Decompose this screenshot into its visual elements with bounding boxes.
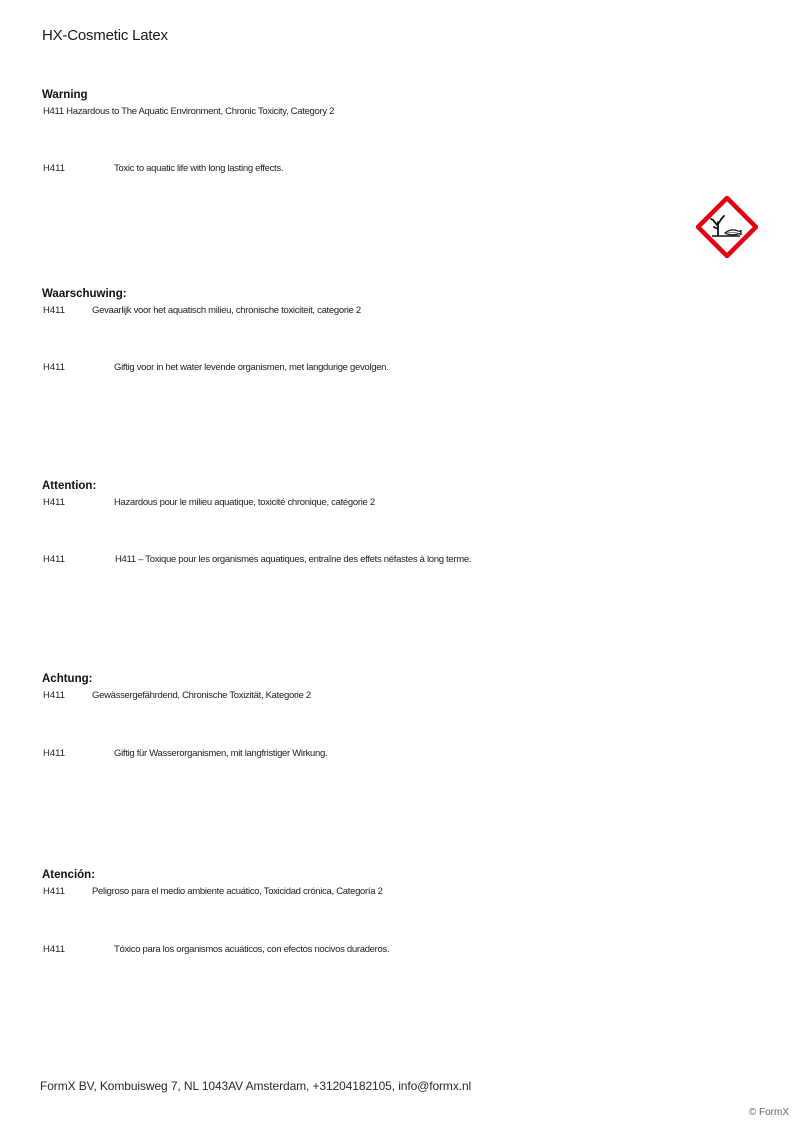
statement-text-nl: Giftig voor in het water levende organismen, met langdurige gevolgen. — [114, 362, 389, 373]
classification-line-en — [43, 106, 334, 117]
class-text-fr: Hazardous pour le milieu aquatique, toxicité chronique, catégorie 2 — [114, 497, 375, 508]
class-code-nl: H411 — [43, 305, 66, 316]
statement-code-nl: H411 — [43, 362, 66, 373]
section-heading-nl: Waarschuwing: — [42, 288, 127, 300]
section-heading-fr: Attention: — [42, 480, 97, 492]
section-heading-en: Warning — [42, 89, 88, 101]
statement-text-es: Tóxico para los organismos acuáticos, con efectos nocivos duraderos. — [114, 944, 390, 955]
section-heading-de: Achtung: — [42, 673, 93, 685]
statement-code-es: H411 — [43, 944, 66, 955]
statement-code-en: H411 — [43, 163, 66, 174]
copyright: © FormX — [748, 1107, 789, 1118]
class-text: Hazardous to The Aquatic Environment, Chronic Toxicity, Category 2 — [66, 106, 335, 117]
class-text-nl: Gevaarlijk voor het aquatisch milieu, chronische toxiciteit, categorie 2 — [92, 305, 361, 316]
class-code-de: H411 — [43, 690, 66, 701]
statement-text-en: Toxic to aquatic life with long lasting effects. — [114, 163, 284, 174]
class-code-fr: H411 — [43, 497, 66, 508]
class-code: H411 — [43, 106, 64, 117]
footer-address: FormX BV, Kombuisweg 7, NL 1043AV Amsterdam, +31204182105, info@formx.nl — [40, 1079, 472, 1093]
statement-text-fr: H411 – Toxique pour les organismes aquatiques, entraîne des effets néfastes à long terme. — [115, 554, 472, 565]
statement-code-de: H411 — [43, 748, 66, 759]
document-title: HX-Cosmetic Latex — [42, 27, 168, 44]
statement-code-fr: H411 — [43, 554, 66, 565]
class-text-de: Gewässergefährdend, Chronische Toxizität, Kategorie 2 — [92, 690, 311, 701]
section-heading-es: Atención: — [42, 869, 96, 881]
class-code-es: H411 — [43, 886, 66, 897]
class-text-es: Peligroso para el medio ambiente acuático, Toxicidad crónica, Categoría 2 — [92, 886, 383, 897]
environment-hazard-icon — [696, 196, 758, 258]
statement-text-de: Giftig für Wasserorganismen, mit langfristiger Wirkung. — [114, 748, 328, 759]
